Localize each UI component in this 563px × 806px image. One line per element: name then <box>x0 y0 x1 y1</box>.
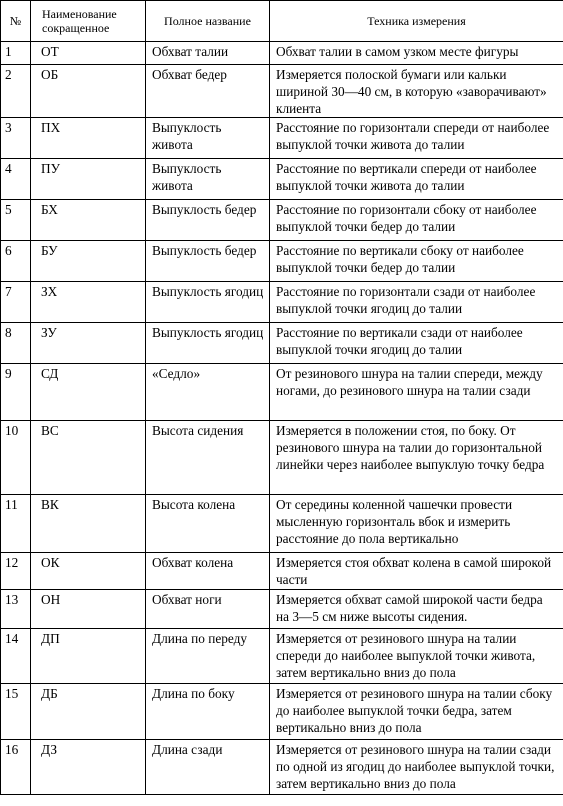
row-full-name: Обхват талии <box>146 42 270 65</box>
row-abbreviation: ПУ <box>31 159 146 200</box>
row-number: 3 <box>1 118 31 159</box>
row-number: 5 <box>1 200 31 241</box>
row-measurement-method: От середины коленной чашечки провести мысленную горизонталь вбок и измерить расстояние до пола вертикально <box>270 495 563 553</box>
row-number: 15 <box>1 684 31 740</box>
row-measurement-method: Расстояние по горизонтали спереди от наиболее выпуклой точки живота до талии <box>270 118 563 159</box>
table-row <box>1 421 563 495</box>
row-full-name: Длина по переду <box>146 629 270 684</box>
row-number: 10 <box>1 421 31 495</box>
row-abbreviation: ДБ <box>31 684 146 740</box>
row-measurement-method: Расстояние по вертикали сзади от наиболее выпуклой точки ягодиц до талии <box>270 323 563 364</box>
row-abbreviation: ЗХ <box>31 282 146 323</box>
row-abbreviation: БУ <box>31 241 146 282</box>
table-row <box>1 553 563 590</box>
table-row <box>1 364 563 421</box>
row-abbreviation: ВК <box>31 495 146 553</box>
row-number: 2 <box>1 65 31 118</box>
row-abbreviation: ЗУ <box>31 323 146 364</box>
row-number: 11 <box>1 495 31 553</box>
row-measurement-method: Измеряется в положении стоя, по боку. От резинового шнура на талии до горизонтальной линейки через наиболее выпуклую точку бедра <box>270 421 563 495</box>
table-row <box>1 495 563 553</box>
row-measurement-method: От резинового шнура на талии спереди, между ногами, до резинового шнура на талии сзади <box>270 364 563 421</box>
row-abbreviation: ВС <box>31 421 146 495</box>
row-full-name: Выпуклость ягодиц <box>146 282 270 323</box>
row-measurement-method: Расстояние по вертикали сбоку от наиболее выпуклой точки бедер до талии <box>270 241 563 282</box>
table-row <box>1 629 563 684</box>
table-row <box>1 65 563 118</box>
header-abbr: Наименование сокращенное <box>31 1 146 42</box>
row-abbreviation: ДЗ <box>31 740 146 795</box>
row-full-name: Высота колена <box>146 495 270 553</box>
table-row <box>1 590 563 629</box>
row-measurement-method: Измеряется стоя обхват колена в самой широкой части <box>270 553 563 590</box>
row-number: 14 <box>1 629 31 684</box>
row-number: 9 <box>1 364 31 421</box>
row-measurement-method: Измеряется от резинового шнура на талии спереди до наиболее выпуклой точки живота, затем вертикально вниз до пола <box>270 629 563 684</box>
row-number: 13 <box>1 590 31 629</box>
table-row <box>1 200 563 241</box>
row-full-name: Выпуклость ягодиц <box>146 323 270 364</box>
row-abbreviation: ОК <box>31 553 146 590</box>
row-number: 12 <box>1 553 31 590</box>
row-abbreviation: БХ <box>31 200 146 241</box>
row-measurement-method: Расстояние по вертикали спереди от наиболее выпуклой точки живота до талии <box>270 159 563 200</box>
row-full-name: Длина по боку <box>146 684 270 740</box>
table-row <box>1 740 563 795</box>
row-abbreviation: ДП <box>31 629 146 684</box>
table-header-row <box>1 1 563 42</box>
row-full-name: Выпуклость бедер <box>146 200 270 241</box>
table-row <box>1 42 563 65</box>
table-row <box>1 684 563 740</box>
row-measurement-method: Обхват талии в самом узком месте фигуры <box>270 42 563 65</box>
row-abbreviation: ПХ <box>31 118 146 159</box>
row-number: 4 <box>1 159 31 200</box>
row-measurement-method: Расстояние по горизонтали сбоку от наиболее выпуклой точки бедер до талии <box>270 200 563 241</box>
row-full-name: Длина сзади <box>146 740 270 795</box>
row-number: 6 <box>1 241 31 282</box>
row-full-name: Обхват ноги <box>146 590 270 629</box>
row-full-name: Выпуклость живота <box>146 159 270 200</box>
row-abbreviation: ОБ <box>31 65 146 118</box>
row-measurement-method: Измеряется от резинового шнура на талии сзади по одной из ягодиц до наиболее выпуклой точки, затем вертикально вниз до пола <box>270 740 563 795</box>
row-measurement-method: Измеряется полоской бумаги или кальки шириной 30—40 см, в которую «заворачивают» клиента <box>270 65 563 118</box>
row-measurement-method: Измеряется от резинового шнура на талии сбоку до наиболее выпуклой точки бедра, затем вертикально вниз до пола <box>270 684 563 740</box>
row-number: 8 <box>1 323 31 364</box>
row-full-name: Высота сидения <box>146 421 270 495</box>
header-num: № <box>1 1 31 42</box>
row-full-name: Обхват бедер <box>146 65 270 118</box>
table-row <box>1 241 563 282</box>
row-measurement-method: Измеряется обхват самой широкой части бедра на 3—5 см ниже высоты сидения. <box>270 590 563 629</box>
row-full-name: Выпуклость бедер <box>146 241 270 282</box>
row-abbreviation: ОН <box>31 590 146 629</box>
row-full-name: Обхват колена <box>146 553 270 590</box>
row-full-name: «Седло» <box>146 364 270 421</box>
row-abbreviation: ОТ <box>31 42 146 65</box>
row-number: 16 <box>1 740 31 795</box>
row-measurement-method: Расстояние по горизонтали сзади от наиболее выпуклой точки ягодиц до талии <box>270 282 563 323</box>
table-row <box>1 282 563 323</box>
header-full-name: Полное название <box>146 1 270 42</box>
header-method: Техника измерения <box>270 1 563 42</box>
row-abbreviation: СД <box>31 364 146 421</box>
row-number: 7 <box>1 282 31 323</box>
row-full-name: Выпуклость живота <box>146 118 270 159</box>
table-row <box>1 159 563 200</box>
table-row <box>1 323 563 364</box>
row-number: 1 <box>1 42 31 65</box>
table-row <box>1 118 563 159</box>
